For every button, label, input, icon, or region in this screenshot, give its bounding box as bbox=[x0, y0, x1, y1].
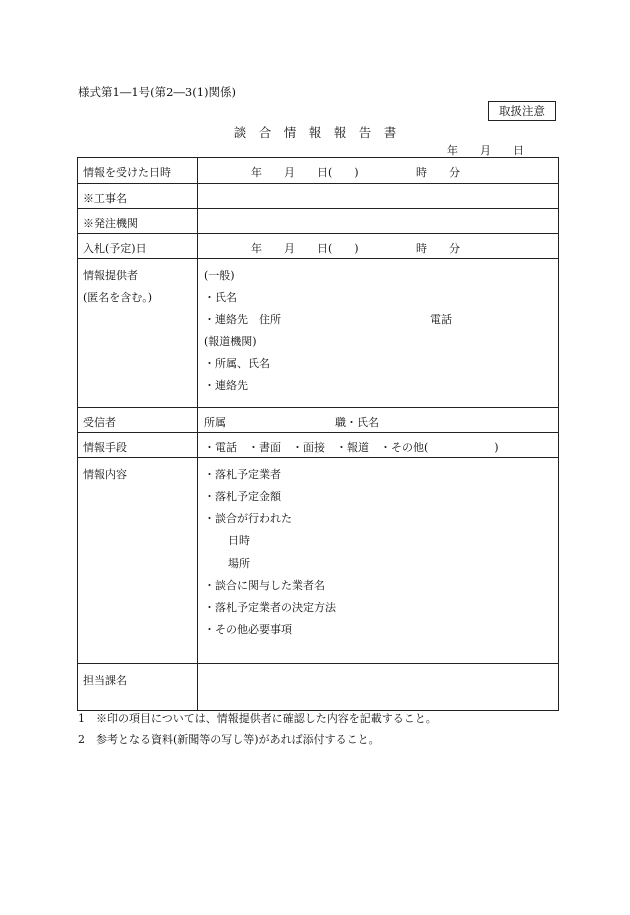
content-item: ・その他必要事項 bbox=[204, 623, 292, 636]
received-time-text: 時 分 bbox=[416, 166, 460, 179]
field-section[interactable] bbox=[198, 664, 559, 711]
content-item: 日時 bbox=[228, 534, 250, 547]
field-provider[interactable] bbox=[198, 259, 559, 408]
provider-phone-label: 電話 bbox=[430, 313, 452, 326]
row-means bbox=[78, 433, 559, 458]
label-received-datetime: 情報を受けた日時 bbox=[78, 158, 198, 184]
field-means[interactable] bbox=[198, 433, 559, 458]
form-number: 様式第1―1号(第2―3(1)関係) bbox=[78, 85, 237, 99]
content-item: ・落札予定業者 bbox=[204, 468, 281, 481]
note-2: 2 参考となる資料(新聞等の写し等)があれば添付すること。 bbox=[78, 733, 380, 746]
received-date-text: 年 月 日( ) bbox=[251, 166, 359, 179]
label-provider: 情報提供者 (匿名を含む。) bbox=[78, 259, 198, 408]
report-table bbox=[77, 157, 559, 711]
label-means: 情報手段 bbox=[78, 433, 198, 458]
provider-contact-label: ・連絡先 bbox=[204, 379, 248, 392]
receiver-position-name-label: 職・氏名 bbox=[335, 416, 379, 429]
label-project-name: ※工事名 bbox=[78, 184, 198, 209]
field-project-name[interactable] bbox=[198, 184, 559, 209]
note-1: 1 ※印の項目については、情報提供者に確認した内容を記載すること。 bbox=[78, 712, 437, 725]
label-content: 情報内容 bbox=[78, 458, 198, 664]
provider-name-label: ・氏名 bbox=[204, 291, 237, 304]
report-date: 年 月 日 bbox=[447, 144, 524, 157]
provider-press-heading: (報道機関) bbox=[204, 335, 257, 348]
content-item: ・落札予定業者の決定方法 bbox=[204, 601, 336, 614]
row-received-datetime bbox=[78, 158, 559, 184]
label-receiver: 受信者 bbox=[78, 408, 198, 433]
row-provider bbox=[78, 259, 559, 408]
row-ordering-agency bbox=[78, 209, 559, 234]
label-section: 担当課名 bbox=[78, 664, 198, 711]
handling-caution-box: 取扱注意 bbox=[488, 101, 556, 121]
provider-affiliation-name-label: ・所属、氏名 bbox=[204, 357, 270, 370]
content-item: ・落札予定金額 bbox=[204, 490, 281, 503]
receiver-affiliation-label: 所属 bbox=[204, 416, 226, 429]
row-bid-date bbox=[78, 234, 559, 259]
field-ordering-agency[interactable] bbox=[198, 209, 559, 234]
field-content[interactable] bbox=[198, 458, 559, 664]
provider-contact-address-label: ・連絡先 住所 bbox=[204, 313, 281, 326]
content-item: 場所 bbox=[228, 557, 250, 570]
field-received-datetime[interactable] bbox=[198, 158, 559, 184]
bid-date-text: 年 月 日( ) bbox=[251, 242, 359, 255]
field-bid-date[interactable] bbox=[198, 234, 559, 259]
content-item: ・談合が行われた bbox=[204, 512, 292, 525]
means-options: ・電話 ・書面 ・面接 ・報道 ・その他( ) bbox=[204, 441, 499, 454]
row-project-name bbox=[78, 184, 559, 209]
page-title: 談 合 情 報 報 告 書 bbox=[233, 125, 397, 140]
row-section bbox=[78, 664, 559, 711]
row-content bbox=[78, 458, 559, 664]
content-item: ・談合に関与した業者名 bbox=[204, 579, 325, 592]
bid-time-text: 時 分 bbox=[416, 242, 460, 255]
provider-general-heading: (一般) bbox=[204, 269, 235, 282]
label-ordering-agency: ※発注機関 bbox=[78, 209, 198, 234]
row-receiver bbox=[78, 408, 559, 433]
field-receiver[interactable] bbox=[198, 408, 559, 433]
label-bid-date: 入札(予定)日 bbox=[78, 234, 198, 259]
